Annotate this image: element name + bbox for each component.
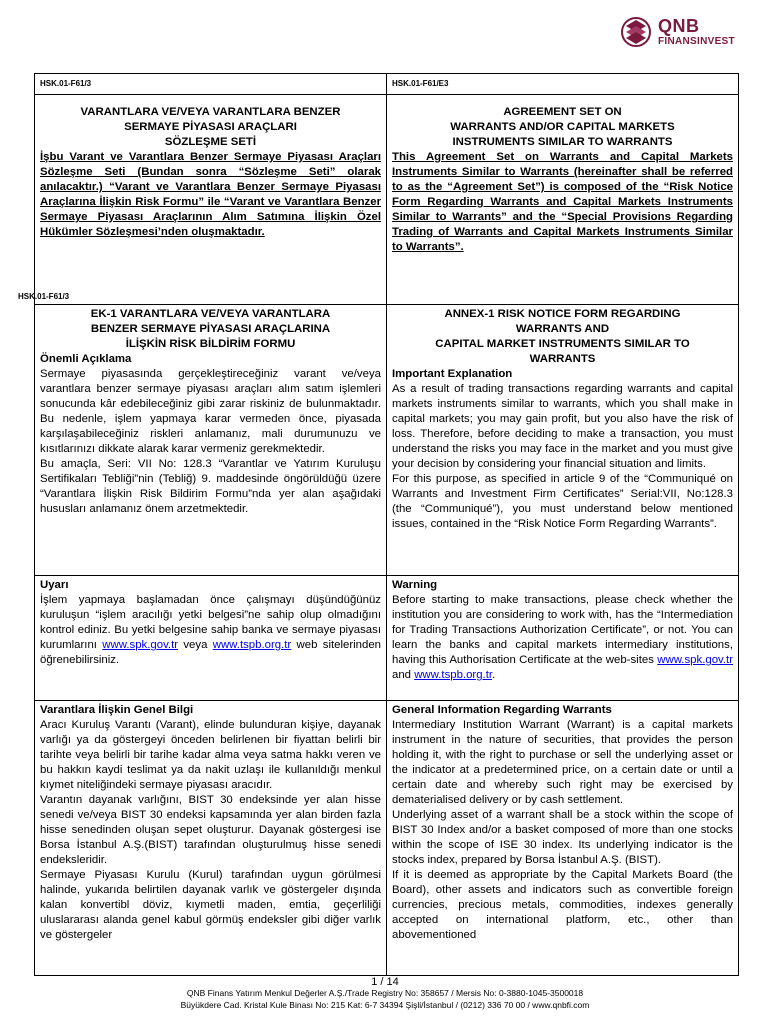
- tspb-link[interactable]: www.tspb.org.tr: [212, 639, 292, 651]
- agreement-intro-tr: İşbu Varant ve Varantlara Benzer Sermaye Piyasası Araçları Sözleşme Seti (Bundan sonra “Sözleşme Seti” olarak anılacaktır.) “Varant ve Varantlara Benzer Sermaye Piyasası Araçlarına İlişkin Risk Formu” ile “Varant ve Varantlara Benzer Sermaye Piyasası Araçlarının Alım Satımına İlişkin Özel Hükümler Sözleşmesi’nden oluşmaktadır.: [40, 151, 381, 238]
- logo-subtitle: FINANSINVEST: [658, 36, 735, 47]
- paragraph: [40, 593, 381, 668]
- general-info-en: [387, 701, 739, 976]
- paragraph: Aracı Kuruluş Varantı (Varant), elinde bulunduran kişiye, dayanak varlığı ya da göstergeyi önceden belirlenen bir fiyattan belirli bir tarihte veya belirli bir tarihe kadar alma veya satma hakkı veren ve bu hakkın kaydi teslimat ya da nakit uzlaşı ile kullanıldığı menkul kıymet niteliğindeki sermaye piyasası aracıdır.: [40, 719, 381, 791]
- section-heading: Uyarı: [40, 579, 69, 591]
- form-code-right: HSK.01-F61/E3: [387, 74, 739, 95]
- title-line: ANNEX-1 RISK NOTICE FORM REGARDING: [444, 308, 681, 320]
- tspb-link[interactable]: www.tspb.org.tr: [414, 669, 493, 681]
- paragraph: [392, 593, 733, 683]
- page-number: 1 / 14: [371, 976, 399, 988]
- agreement-intro-en: This Agreement Set on Warrants and Capital Markets Instruments Similar to Warrants (hereinafter shall be referred to as the “Agreement Set”) is composed of the “Risk Notice Form Regarding Warrants and Capital Markets Instruments Similar to Warrants” and the “Special Provisions Regarding Trading of Warrants and Capital Markets Instruments Similar to Warrants”.: [392, 151, 733, 253]
- section-heading: Warning: [392, 579, 438, 591]
- paragraph: Sermaye piyasasında gerçekleştireceğiniz varant ve/veya varantlara benzer sermaye piyasası araçları alım satım işlemleri sonucunda kâr edebileceğiniz gibi zarar riskiniz de bulunmaktadır. Bu nedenle, işlem yapmaya karar vermeden önce, piyasada karşılaşabileceğiniz riskleri anlamanız, mali durumunuzu ve kısıtlarınızı dikkate alarak karar vermeniz gerekmektedir.: [40, 368, 381, 455]
- section-heading: Önemli Açıklama: [40, 353, 132, 365]
- paragraph: Varantın dayanak varlığını, BIST 30 endeksinde yer alan hisse senedi ve/veya BIST 30 endeksi kapsamında yer alan birden fazla hisse senedinden oluşan sepet oluşturur. Dayanak göstergesi ise Borsa İstanbul A.Ş.(BIST) tarafından oluşturulmuş hisse senedi endeksleridir.: [40, 794, 381, 866]
- title-line: AGREEMENT SET ON: [503, 106, 622, 118]
- company-logo: [618, 14, 748, 50]
- warning-text: İşlem yapmaya başlamadan önce çalışmayı düşündüğünüz kuruluşun “işlem aracılığı yetki belgesi”ne sahip olup olmadığını kontrol ediniz. Bu yetki belgesine sahip banka ve sermaye piyasası kurumlarını: [40, 594, 381, 651]
- paragraph: Intermediary Institution Warrant (Warrant) is a capital markets instrument in the nature of securities, that provides the person holding it, with the right to purchase or sell the underlying asset or the indicator at a predetermined price, on a certain date or until a certain date and whereby such right may be exercised by dematerialised delivery or by cash settlement.: [392, 719, 733, 806]
- section-heading: Varantlara İlişkin Genel Bilgi: [40, 704, 194, 716]
- conjunction: and: [392, 669, 412, 681]
- title-line: VARANTLARA VE/VEYA VARANTLARA BENZER: [80, 106, 341, 118]
- agreement-set-tr: [35, 95, 387, 305]
- conjunction: veya: [183, 639, 208, 651]
- form-code-left: HSK.01-F61/3: [35, 74, 387, 95]
- title-line: SÖZLEŞME SETİ: [164, 136, 257, 148]
- logo-brand: QNB: [658, 16, 700, 36]
- warning-text: Before starting to make transactions, please check whether the institution you are considering to work with, has the “Intermediation for Trading Transactions Authorization Certificate”, or not. You can learn the banks and capital markets intermediary institutions, having this Authorisation Certificate at the web-sites: [392, 594, 733, 666]
- paragraph: Sermaye Piyasası Kurulu (Kurul) tarafından uygun görülmesi halinde, yukarıda belirtilen dayanak varlık ve göstergeler dışında kalan konvertibl döviz, kıymetli maden, emtia, geçerliliği uluslararası alanda genel kabul görmüş endeksler gibi diğer varlık ve göstergeler: [40, 869, 381, 941]
- footer-line-2: Büyükdere Cad. Kristal Kule Binası No: 215 Kat: 6-7 34394 Şişli/İstanbul / (0212) 336 70 00 / www.qnbfi.com: [180, 1000, 590, 1010]
- spk-link[interactable]: www.spk.gov.tr: [657, 654, 733, 666]
- general-info-tr: [35, 701, 387, 976]
- paragraph: For this purpose, as specified in article 9 of the “Communiqué on Warrants and Investment Firm Certificates” Serial:VII, No:128.3 (the “Communiqué”), you must understand below mentioned issues, contained in the “Risk Notice Form Regarding Warrants”.: [392, 473, 733, 530]
- title-line: BENZER SERMAYE PİYASASI ARAÇLARINA: [90, 323, 331, 335]
- section-heading: General Information Regarding Warrants: [392, 704, 612, 716]
- paragraph: Bu amaçla, Seri: VII No: 128.3 “Varantlar ve Yatırım Kuruluşu Sertifikaları Tebliği”nin (Tebliğ) 9. maddesinde öngörüldüğü üzere “Varantlara İlişkin Risk Bildirim Formu”nda yer alan aşağıdaki hususları anlamanız önem arzetmektedir.: [40, 458, 381, 515]
- title-line: SERMAYE PİYASASI ARAÇLARI: [124, 121, 297, 133]
- paragraph: As a result of trading transactions regarding warrants and capital markets instruments similar to warrants, which you shall make in capital markets; you may gain profit, but you also have the risk of loss. Therefore, before deciding to make a transaction, you must understand the risks you may face in the market and you must give your decision by considering your financial situation and limits.: [392, 383, 733, 470]
- footer-line-1: QNB Finans Yatırım Menkul Değerler A.Ş./Trade Registry No: 358657 / Mersis No: 0-3880-1045-3500018: [186, 988, 584, 998]
- spk-link[interactable]: www.spk.gov.tr: [102, 639, 179, 651]
- section-heading: Important Explanation: [392, 368, 513, 380]
- warning-en: [387, 576, 739, 701]
- paragraph: If it is deemed as appropriate by the Capital Markets Board (the Board), other assets and indicators such as convertible foreign currencies, precious metals, commodities, indexes generally accepted on international platform, etc., other than abovementioned: [392, 869, 733, 941]
- risk-form-en: [387, 305, 739, 576]
- title-line: INSTRUMENTS SIMILAR TO WARRANTS: [452, 136, 673, 148]
- title-line: İLİŞKİN RİSK BİLDİRİM FORMU: [125, 338, 296, 350]
- title-line: CAPITAL MARKET INSTRUMENTS SIMILAR TO: [435, 338, 690, 350]
- agreement-table: [34, 73, 739, 976]
- warning-tr: [35, 576, 387, 701]
- warning-end: .: [492, 669, 496, 681]
- risk-form-tr: [35, 305, 387, 576]
- qnb-logo-icon: [618, 16, 654, 48]
- warning-end: web sitelerinden öğrenebilirsiniz.: [40, 639, 381, 666]
- title-line: WARRANTS: [529, 353, 596, 365]
- agreement-set-en: [387, 95, 739, 305]
- overlapping-form-code: HSK.01-F61/3: [18, 292, 70, 301]
- title-line: WARRANTS AND: [515, 323, 610, 335]
- title-line: EK-1 VARANTLARA VE/VEYA VARANTLARA: [90, 308, 331, 320]
- title-line: WARRANTS AND/OR CAPITAL MARKETS: [450, 121, 675, 133]
- paragraph: Underlying asset of a warrant shall be a stock within the scope of BIST 30 Index and/or a basket composed of more than one stocks within the scope of ISE 30 index. Its underlying indicator is the stocks index, prepared by Borsa İstanbul A.Ş. (BIST).: [392, 809, 733, 866]
